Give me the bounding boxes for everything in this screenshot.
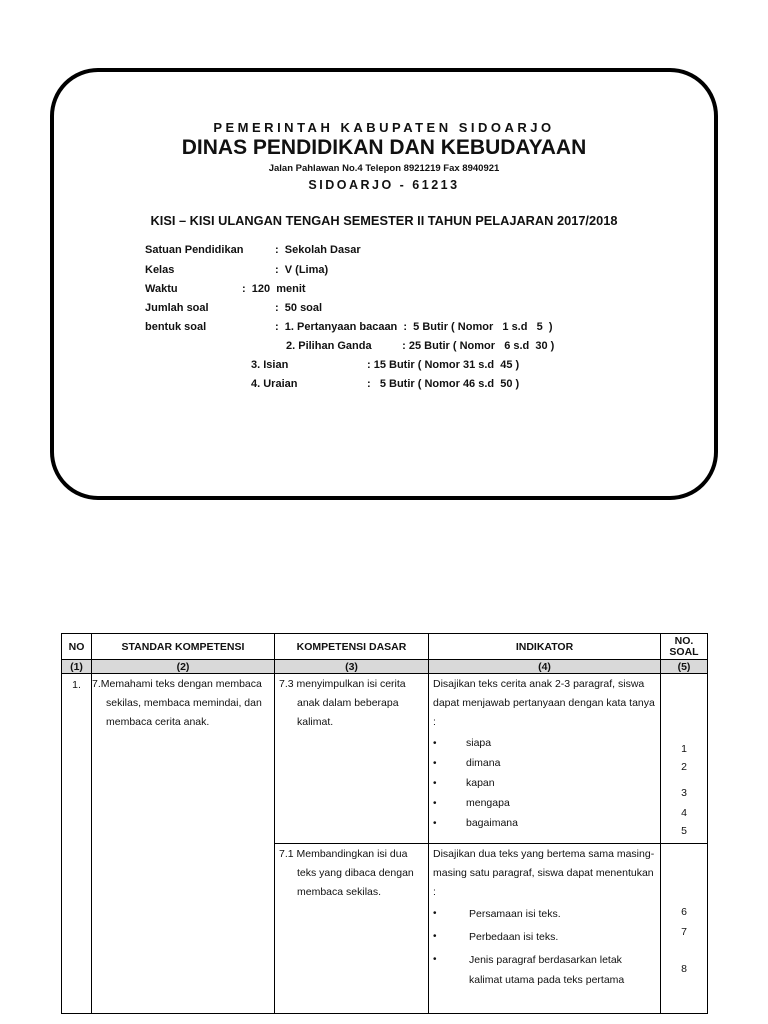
soal-number: 3 <box>681 787 687 799</box>
satuan-value: : Sekolah Dasar <box>275 244 361 256</box>
bentuk-label: bentuk soal <box>145 321 207 333</box>
list-item: • mengapa <box>433 794 656 814</box>
address-line: Jalan Pahlawan No.4 Telepon 8921219 Fax 8940921 <box>268 163 500 174</box>
list-item: • siapa <box>433 734 656 754</box>
bullet-icon: • <box>433 798 437 809</box>
col-number-4: (4) <box>429 660 661 674</box>
jumlah-label: Jumlah soal <box>145 302 209 314</box>
soal-number: 4 <box>681 807 687 819</box>
bentuk-item-3-value: : 15 Butir ( Nomor 31 s.d 45 ) <box>367 359 520 371</box>
list-item: • Jenis paragraf berdasarkan letak kalimat utama pada teks pertama <box>433 950 656 990</box>
kompetensi-dasar-cell: 7.3 menyimpulkan isi cerita anak dalam beberapa kalimat. <box>275 674 429 844</box>
no-soal-cell <box>661 674 708 844</box>
kompetensi-dasar-cell: 7.1 Membandingkan isi dua teks yang dibaca dengan membaca sekilas. <box>275 844 429 1014</box>
bullet-icon: • <box>433 758 437 769</box>
soal-number: 5 <box>681 825 687 837</box>
soal-number: 2 <box>681 761 687 773</box>
header-standar-kompetensi: STANDAR KOMPETENSI <box>92 634 275 660</box>
satuan-label: Satuan Pendidikan <box>145 244 244 256</box>
government-name: PEMERINTAH KABUPATEN SIDOARJO <box>213 120 555 135</box>
letterhead-frame <box>50 68 718 500</box>
bentuk-item-2: 2. Pilihan Ganda : 25 Butir ( Nomor 6 s.d 30 ) <box>286 340 555 352</box>
list-item: • kapan <box>433 774 656 794</box>
bullet-icon: • <box>433 931 437 942</box>
indikator-cell <box>429 674 661 844</box>
city-line: SIDOARJO - 61213 <box>308 178 460 192</box>
bentuk-item-4-value: : 5 Butir ( Nomor 46 s.d 50 ) <box>367 378 520 390</box>
bullet-icon: • <box>433 954 437 965</box>
col-number-1: (1) <box>62 660 92 674</box>
soal-number: 8 <box>681 963 687 975</box>
header-no: NO <box>62 634 92 660</box>
soal-number: 6 <box>681 906 687 918</box>
waktu-value: : 120 menit <box>242 283 306 295</box>
header-no-soal: NO. SOAL <box>661 634 708 660</box>
waktu-label: Waktu <box>145 283 178 295</box>
indikator-list <box>433 734 656 834</box>
kelas-value: : V (Lima) <box>275 264 329 276</box>
indikator-list <box>433 904 656 990</box>
document-title: KISI – KISI ULANGAN TENGAH SEMESTER II TAHUN PELAJARAN 2017/2018 <box>150 213 618 228</box>
list-item: • Persamaan isi teks. <box>433 904 656 924</box>
header-kompetensi-dasar: KOMPETENSI DASAR <box>275 634 429 660</box>
bullet-icon: • <box>433 778 437 789</box>
list-item: • dimana <box>433 754 656 774</box>
kelas-label: Kelas <box>145 264 175 276</box>
bentuk-item-3-label: 3. Isian <box>251 359 289 371</box>
bentuk-item-1: : 1. Pertanyaan bacaan : 5 Butir ( Nomor 1 s.d 5 ) <box>275 321 553 333</box>
indikator-intro: Disajikan teks cerita anak 2-3 paragraf, siswa dapat menjawab pertanyaan dengan kata tanya : <box>433 678 655 728</box>
col-number-2: (2) <box>92 660 275 674</box>
list-item: • Perbedaan isi teks. <box>433 927 656 947</box>
indikator-cell <box>429 844 661 1014</box>
jumlah-value: : 50 soal <box>275 302 323 314</box>
bullet-icon: • <box>433 738 437 749</box>
header-indikator: INDIKATOR <box>429 634 661 660</box>
row-no: 1. <box>62 674 92 1014</box>
kisi-table <box>61 633 708 1014</box>
table-row <box>62 674 708 844</box>
soal-number: 7 <box>681 926 687 938</box>
table-header-row <box>62 634 708 660</box>
no-soal-cell <box>661 844 708 1014</box>
table-column-number-row <box>62 660 708 674</box>
bullet-icon: • <box>433 818 437 829</box>
bullet-icon: • <box>433 908 437 919</box>
standar-kompetensi-cell: 7.Memahami teks dengan membaca sekilas, membaca memindai, dan membaca cerita anak. <box>92 674 275 1014</box>
bentuk-item-4-label: 4. Uraian <box>251 378 298 390</box>
col-number-3: (3) <box>275 660 429 674</box>
list-item: • bagaimana <box>433 814 656 834</box>
col-number-5: (5) <box>661 660 708 674</box>
department-name: DINAS PENDIDIKAN DAN KEBUDAYAAN <box>181 136 587 159</box>
indikator-intro: Disajikan dua teks yang bertema sama masing-masing satu paragraf, siswa dapat menentukan : <box>433 848 655 898</box>
soal-number: 1 <box>681 743 687 755</box>
